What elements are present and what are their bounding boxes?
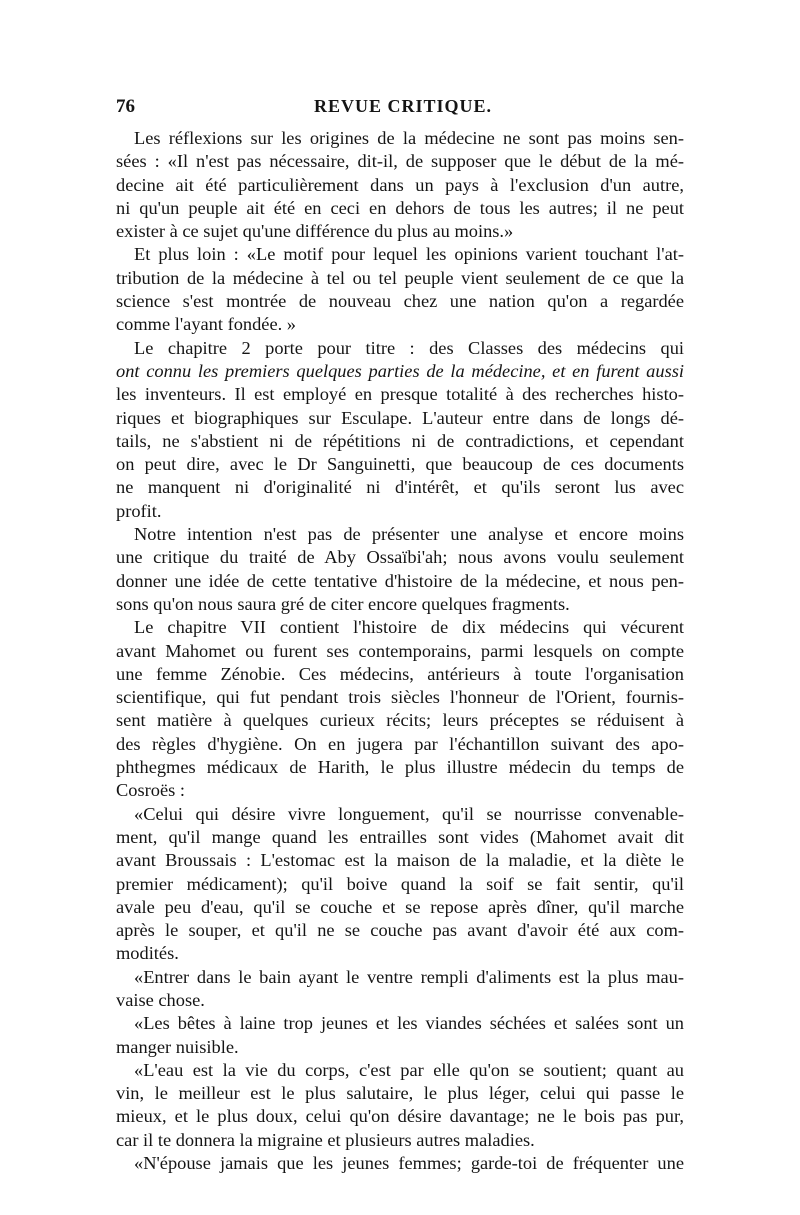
text-line: une femme Zénobie. Ces médecins, antérieurs à toute l'organisation [116, 663, 684, 684]
page-number: 76 [116, 96, 135, 117]
text-line: des règles d'hygiène. On en jugera par l'échantillon suivant des apo- [116, 733, 684, 754]
text-line: ont connu les premiers quelques parties de la médecine, et en furent aussi [116, 360, 684, 381]
text-line: modités. [116, 943, 179, 964]
text-line: tribution de la médecine à tel ou tel peuple vient seulement de ce que la [116, 267, 684, 288]
text-line: ni qu'un peuple ait été en ceci en dehors de tous les autres; il ne peut [116, 197, 684, 218]
text-line: une critique du traité de Aby Ossaïbi'ah; nous avons voulu seulement [116, 547, 684, 568]
text-line: «Les bêtes à laine trop jeunes et les viandes séchées et salées sont un [134, 1013, 684, 1034]
text-line: «Celui qui désire vivre longuement, qu'il se nourrisse convenable- [134, 803, 684, 824]
text-line: les inventeurs. Il est employé en presque totalité à des recherches histo- [116, 384, 684, 405]
text-line: ment, qu'il mange quand les entrailles sont vides (Mahomet avait dit [116, 826, 684, 847]
text-line: «L'eau est la vie du corps, c'est par elle qu'on se soutient; quant au [134, 1059, 684, 1080]
text-line: phthegmes médicaux de Harith, le plus illustre médecin du temps de [116, 757, 684, 778]
text-line: profit. [116, 500, 162, 521]
text-line: «N'épouse jamais que les jeunes femmes; garde-toi de fréquenter une [134, 1153, 684, 1174]
text-line: tails, ne s'abstient ni de répétitions ni de contradictions, et cependant [116, 430, 684, 451]
text-line: «Entrer dans le bain ayant le ventre rempli d'aliments est la plus mau- [134, 966, 684, 987]
text-line: Les réflexions sur les origines de la médecine ne sont pas moins sen- [134, 128, 684, 148]
text-line: ne manquent ni d'originalité ni d'intérêt, et qu'ils seront lus avec [116, 477, 684, 498]
text-line: avale peu d'eau, qu'il se couche et se repose après dîner, qu'il marche [116, 896, 684, 917]
text-line: avant Broussais : L'estomac est la maison de la maladie, et la diète le [116, 850, 684, 871]
text-line: donner une idée de cette tentative d'histoire de la médecine, et nous pen- [116, 570, 684, 591]
text-line: mieux, et le plus doux, celui qu'on désire davantage; ne le bois pas pur, [116, 1106, 684, 1127]
running-header [116, 96, 690, 118]
text-line: Cosroës : [116, 780, 185, 801]
text-line: comme l'ayant fondée. » [116, 314, 297, 335]
text-line: car il te donnera la migraine et plusieurs autres maladies. [116, 1129, 535, 1150]
text-line: on peut dire, avec le Dr Sanguinetti, que beaucoup de ces documents [116, 454, 684, 475]
text-line: Le chapitre VII contient l'histoire de dix médecins qui vécurent [134, 617, 684, 638]
text-line: sons qu'on nous saura gré de citer encore quelques fragments. [116, 593, 570, 614]
body-text [116, 127, 684, 1175]
text-line: exister à ce sujet qu'une différence du plus au moins.» [116, 221, 514, 242]
text-line: decine ait été particulièrement dans un pays à l'exclusion d'un autre, [116, 174, 684, 195]
text-line: vin, le meilleur est le plus salutaire, le plus léger, celui qui passe le [116, 1083, 684, 1104]
text-line: après le souper, et qu'il ne se couche pas avant d'avoir été aux com- [116, 920, 684, 941]
text-line: vaise chose. [116, 989, 205, 1010]
text-line: science s'est montrée de nouveau chez une nation qu'on a regardée [116, 291, 684, 312]
text-line: Le chapitre 2 porte pour titre : des Classes des médecins qui [134, 337, 684, 358]
text-line: sent matière à quelques curieux récits; leurs préceptes se réduisent à [116, 710, 684, 731]
text-line: riques et biographiques sur Esculape. L'auteur entre dans de longs dé- [116, 407, 684, 428]
journal-title: REVUE CRITIQUE. [313, 96, 493, 116]
text-line: Et plus loin : «Le motif pour lequel les opinions varient touchant l'at- [134, 244, 684, 265]
text-line: Notre intention n'est pas de présenter une analyse et encore moins [134, 524, 684, 545]
text-line: scientifique, qui fut pendant trois siècles l'honneur de l'Orient, fournis- [116, 687, 684, 708]
text-line: avant Mahomet ou furent ses contemporains, parmi lesquels on compte [116, 640, 684, 661]
text-line: sées : «Il n'est pas nécessaire, dit-il, de supposer que le début de la mé- [116, 151, 684, 172]
text-line: premier médicament); qu'il boive quand la soif se fait sentir, qu'il [116, 873, 684, 894]
text-line: manger nuisible. [116, 1036, 239, 1057]
